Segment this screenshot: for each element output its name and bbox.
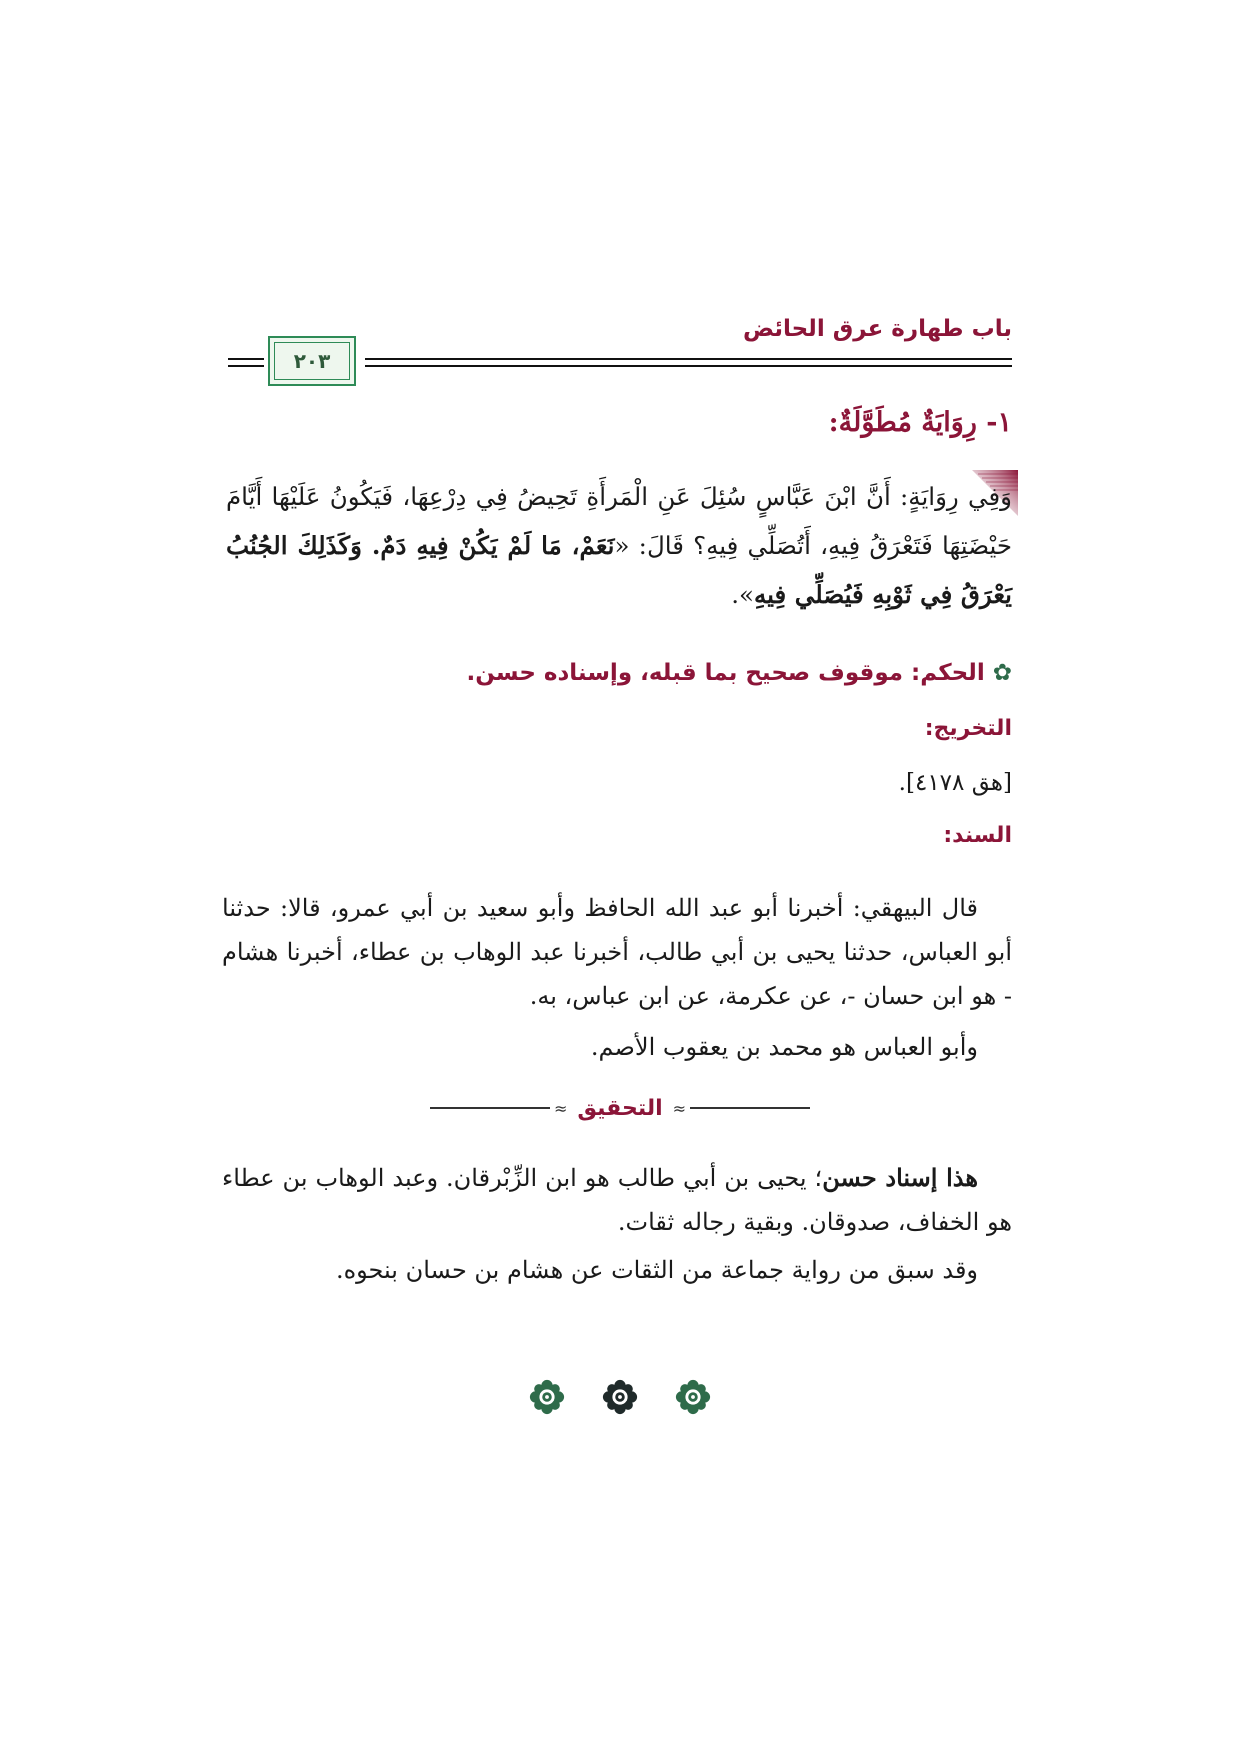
narration-part3: ». (731, 580, 755, 609)
section-heading: ١- رِوَايَةٌ مُطَوَّلَةٌ: (828, 407, 1012, 438)
flower-ornament-icon (674, 1378, 712, 1416)
sanad-text: قال البيهقي: أخبرنا أبو عبد الله الحافظ وأبو سعيد بن أبي عمرو، قالا: حدثنا أبو العباس، حدثنا يحيى بن أبي طالب، أخبرنا عبد الوهاب بن عطاء، أخبرنا هشام - هو ابن حسان -، عن عكرمة، عن ابن عباس، به. (222, 894, 1012, 1010)
swirl-ornament-icon: ≈ (553, 1098, 568, 1118)
tahqiq-divider (430, 1093, 810, 1123)
final-note: وقد سبق من رواية جماعة من الثقات عن هشام بن حسان بنحوه. (335, 1256, 978, 1284)
header-rule (365, 358, 1012, 367)
running-header-title: باب طهارة عرق الحائض (742, 316, 1012, 342)
sanad-note: وأبو العباس هو محمد بن يعقوب الأصم. (590, 1033, 978, 1061)
ruling-label: الحكم: (911, 660, 985, 686)
sanad-label: السند: (943, 823, 1012, 848)
takhrij-reference: [هق ٤١٧٨]. (898, 770, 1012, 796)
tahqiq-bold-lead: هذا إسناد حسن (822, 1163, 978, 1192)
swirl-ornament-icon: ≈ (672, 1098, 687, 1118)
ruling-line (466, 660, 1012, 686)
tahqiq-body: ؛ يحيى بن أبي طالب هو ابن الزِّبْرقان. وعبد الوهاب بن عطاء هو الخفاف، صدوقان. وبقية رجاله ثقات. (222, 1164, 1012, 1236)
header-rule-left (228, 358, 264, 367)
narration-bold-quote: نَعَمْ، مَا لَمْ يَكُنْ فِيهِ دَمٌ. وَكَذَلِكَ الجُنُبُ يَعْرَقُ فِي ثَوْبِهِ فَيُصَلِّي فِيهِ (226, 531, 1012, 609)
end-ornaments (528, 1378, 712, 1418)
tahqiq-title: التحقيق (577, 1095, 663, 1121)
page-number: ٢٠٣ (293, 349, 331, 373)
takhrij-label: التخريج: (924, 716, 1012, 741)
narration-text (226, 472, 1012, 619)
flower-ornament-icon: ✿ (992, 660, 1012, 686)
flower-ornament-icon (528, 1378, 566, 1416)
page-number-frame (268, 336, 356, 386)
ruling-text: موقوف صحيح بما قبله، وإسناده حسن. (466, 660, 903, 686)
divider-line-left (430, 1107, 550, 1109)
flower-ornament-icon (601, 1378, 639, 1416)
divider-line-right (690, 1107, 810, 1109)
tahqiq-text (222, 1156, 1012, 1244)
narration-part1: وَفِي رِوَايَةٍ: أَنَّ ابْنَ عَبَّاسٍ سُئِلَ عَنِ الْمَرأَةِ تَحِيضُ فِي دِرْعِهَا، فَيَكُونُ عَلَيْهَا أَيَّامَ حَيْضَتِهَا فَتَعْرَقُ فِيهِ، أَتُصَلِّي فِيهِ؟ قَالَ: « (226, 482, 1012, 560)
